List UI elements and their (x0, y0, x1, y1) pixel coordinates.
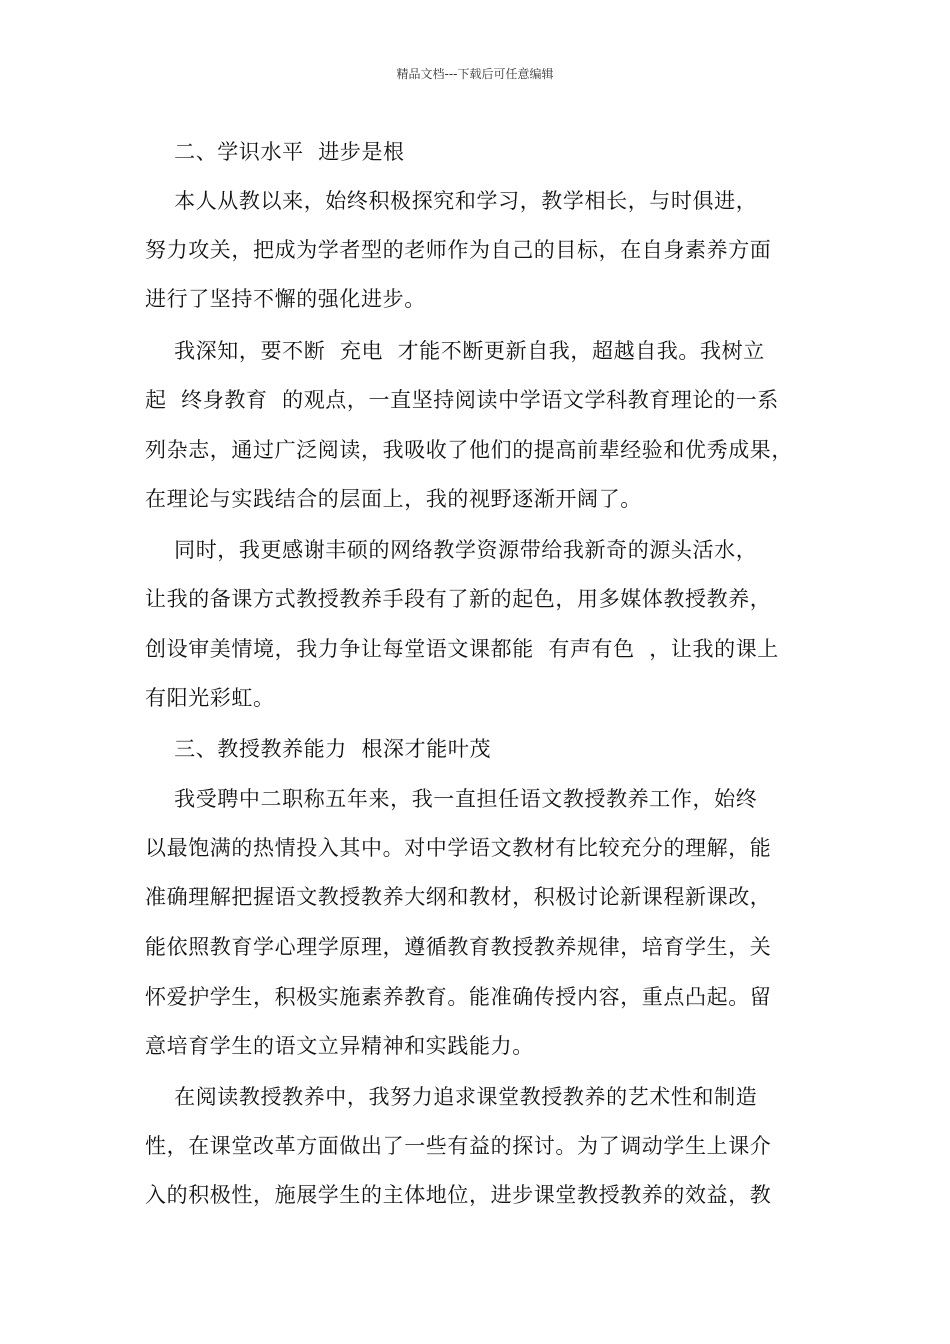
text-line: 怀爱护学生，积极实施素养教育。能准确传授内容，重点凸起。留 (145, 985, 772, 1009)
text-line: 列杂志，通过广泛阅读，我吸收了他们的提高前辈经验和优秀成果， (145, 438, 793, 462)
text-line: 能依照教育学心理学原理，遵循教育教授教养规律，培育学生，关 (145, 935, 772, 959)
text-line: 创设审美情境，我力争让每堂语文课都能 有声有色 ，让我的课上 (145, 637, 779, 661)
text-line: 意培育学生的语文立异精神和实践能力。 (145, 1034, 534, 1058)
text-line: 以最饱满的热情投入其中。对中学语文教材有比较充分的理解，能 (145, 836, 772, 860)
text-line: 准确理解把握语文教授教养大纲和教材，积极讨论新课程新课改， (145, 885, 772, 909)
text-line: 我受聘中二职称五年来，我一直担任语文教授教养工作，始终 (145, 787, 758, 811)
section-heading: 二、学识水平 进步是根 (145, 140, 405, 164)
text-line: 入的积极性，施展学生的主体地位，进步课堂教授教养的效益，教 (145, 1183, 772, 1207)
text-line: 努力攻关，把成为学者型的老师作为自己的目标，在自身素养方面 (145, 238, 772, 262)
text-line: 起 终身教育 的观点，一直坚持阅读中学语文学科教育理论的一系 (145, 388, 779, 412)
section-heading: 三、教授教养能力 根深才能叶茂 (145, 737, 492, 761)
text-line: 在理论与实践结合的层面上，我的视野逐渐开阔了。 (145, 487, 642, 511)
text-line: 同时，我更感谢丰硕的网络教学资源带给我新奇的源头活水， (145, 538, 758, 562)
text-line: 性，在课堂改革方面做出了一些有益的探讨。为了调动学生上课介 (145, 1134, 772, 1158)
text-line: 本人从教以来，始终积极探究和学习，教学相长，与时俱进， (145, 189, 758, 213)
page-header: 精品文档---下载后可任意编辑 (396, 67, 554, 81)
text-line: 我深知，要不断 充电 才能不断更新自我，超越自我。我树立 (145, 339, 765, 363)
text-line: 在阅读教授教养中，我努力追求课堂教授教养的艺术性和制造 (145, 1085, 758, 1109)
text-line: 让我的备课方式教授教养手段有了新的起色，用多媒体教授教养， (145, 587, 772, 611)
text-line: 进行了坚持不懈的强化进步。 (145, 287, 426, 311)
text-line: 有阳光彩虹。 (145, 686, 275, 710)
